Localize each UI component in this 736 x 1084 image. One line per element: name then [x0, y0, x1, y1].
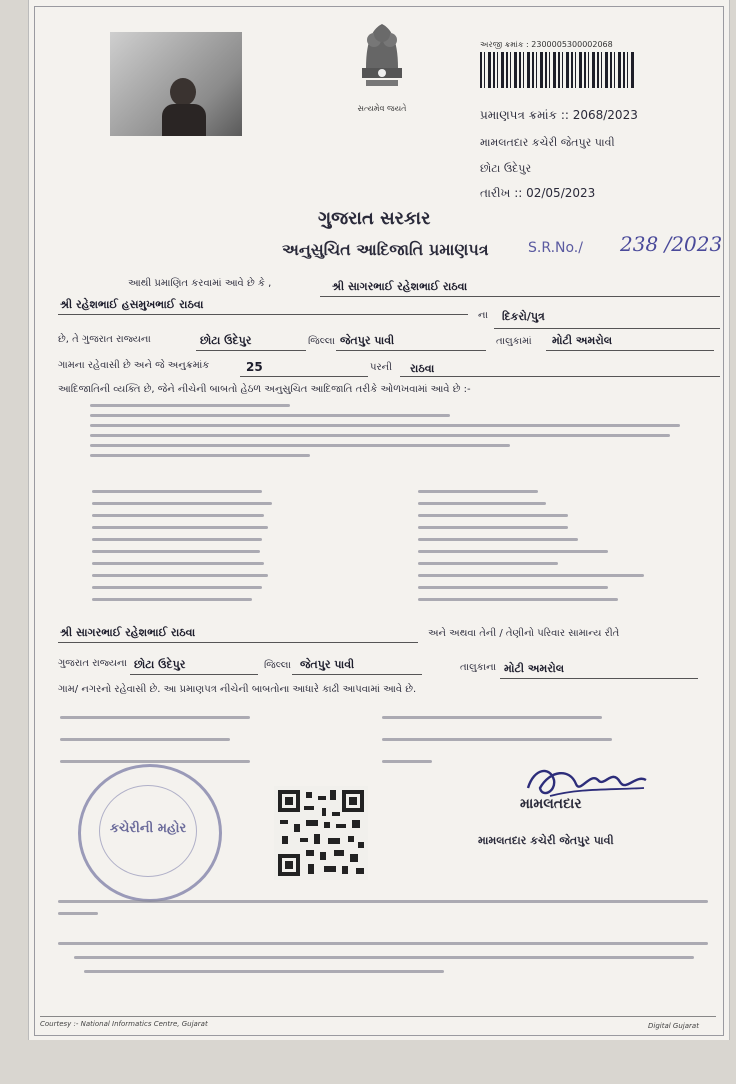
- taluka-label: તાલુકામાં: [496, 336, 532, 347]
- officer-title: મામલતદાર: [520, 796, 582, 812]
- lower-state-prefix: ગુજરાત રાજ્યના: [58, 658, 127, 669]
- family-text: અને અથવા તેની / તેણીનો પરિવાર સામાન્ય રીતે: [428, 628, 620, 639]
- intro-text: આથી પ્રમાણિત કરવામાં આવે છે કે ,: [128, 278, 272, 289]
- taluka-value: જેતપુર પાવી: [340, 334, 395, 347]
- issuing-district: છોટા ઉદેપુર: [480, 162, 532, 175]
- person-name: શ્રી સાગરભાઈ રહેશભાઈ રાઠવા: [332, 280, 468, 293]
- sr-no-label: S.R.No./: [528, 240, 583, 256]
- applicant-photo: [110, 32, 242, 136]
- seal-text: કચેરીની મહોર: [109, 821, 187, 836]
- lower-district: છોટા ઉદેપુર: [134, 658, 186, 671]
- lower-taluka-label: તાલુકાના: [460, 662, 497, 673]
- issuing-office: મામલતદાર કચેરી જેતપુર પાવી: [480, 136, 615, 149]
- village-prefix: ગામના રહેવાસી છે અને જે અનુક્રમાંક: [58, 360, 210, 371]
- digital-gujarat-label: Digital Gujarat: [648, 1022, 699, 1030]
- qr-code: [274, 786, 368, 880]
- of-label: ના: [478, 310, 488, 321]
- lower-district-label: જિલ્લા: [264, 660, 291, 671]
- issue-date: તારીખ :: 02/05/2023: [480, 186, 596, 200]
- government-title: ગુજરાત સરકાર: [318, 208, 431, 229]
- sr-no-handwritten: 238 /2023: [620, 232, 723, 256]
- lower-village: મોટી અમરોલ: [504, 662, 565, 675]
- lower-taluka: જેતપુર પાવી: [300, 658, 355, 671]
- emblem-caption: સત્યમેવ જયતે: [357, 104, 407, 113]
- serial-number: 25: [246, 360, 263, 374]
- tribe-name: રાઠવા: [410, 362, 435, 375]
- barcode: [480, 52, 636, 88]
- district-label: જિલ્લા: [308, 336, 335, 347]
- application-number: અરજી ક્રમાંક : 2300005300002068: [480, 40, 613, 49]
- office-seal: [78, 764, 222, 902]
- state-prefix: છે, તે ગુજરાત રાજ્યના: [58, 334, 151, 345]
- courtesy-note: Courtesy :- National Informatics Centre, Gujarat: [40, 1020, 208, 1028]
- relation: દિકરો/પુત્ર: [502, 310, 545, 323]
- certificate-number: પ્રમાણપત્ર ક્રમાંક :: 2068/2023: [480, 108, 638, 122]
- residence-text: ગામ/ નગરનો રહેવાસી છે. આ પ્રમાણપત્ર નીચેની બાબતોના આધારે કાઢી આપવામાં આવે છે.: [58, 684, 417, 695]
- certificate-title: અનુસુચિત આદિજાતિ પ્રમાણપત્ર: [282, 240, 489, 259]
- ashoka-emblem-icon: [352, 18, 412, 106]
- father-name: શ્રી રહેશભાઈ હસમુખભાઈ રાઠવા: [60, 298, 204, 311]
- officer-office: મામલતદાર કચેરી જેતપુર પાવી: [478, 834, 614, 847]
- district-value: છોટા ઉદેપુર: [200, 334, 252, 347]
- person-name-repeat: શ્રી સાગરભાઈ રહેશભાઈ રાઠવા: [60, 626, 196, 639]
- serial-label: પરની: [370, 362, 392, 373]
- tribe-description: આદિજાતિની વ્યક્તિ છે, જેને નીચેની બાબતો હેઠળ અનુસુચિત આદિજાતિ તરીકે ઓળખવામાં આવે છે :-: [58, 384, 471, 395]
- village-value: મોટી અમરોલ: [552, 334, 613, 347]
